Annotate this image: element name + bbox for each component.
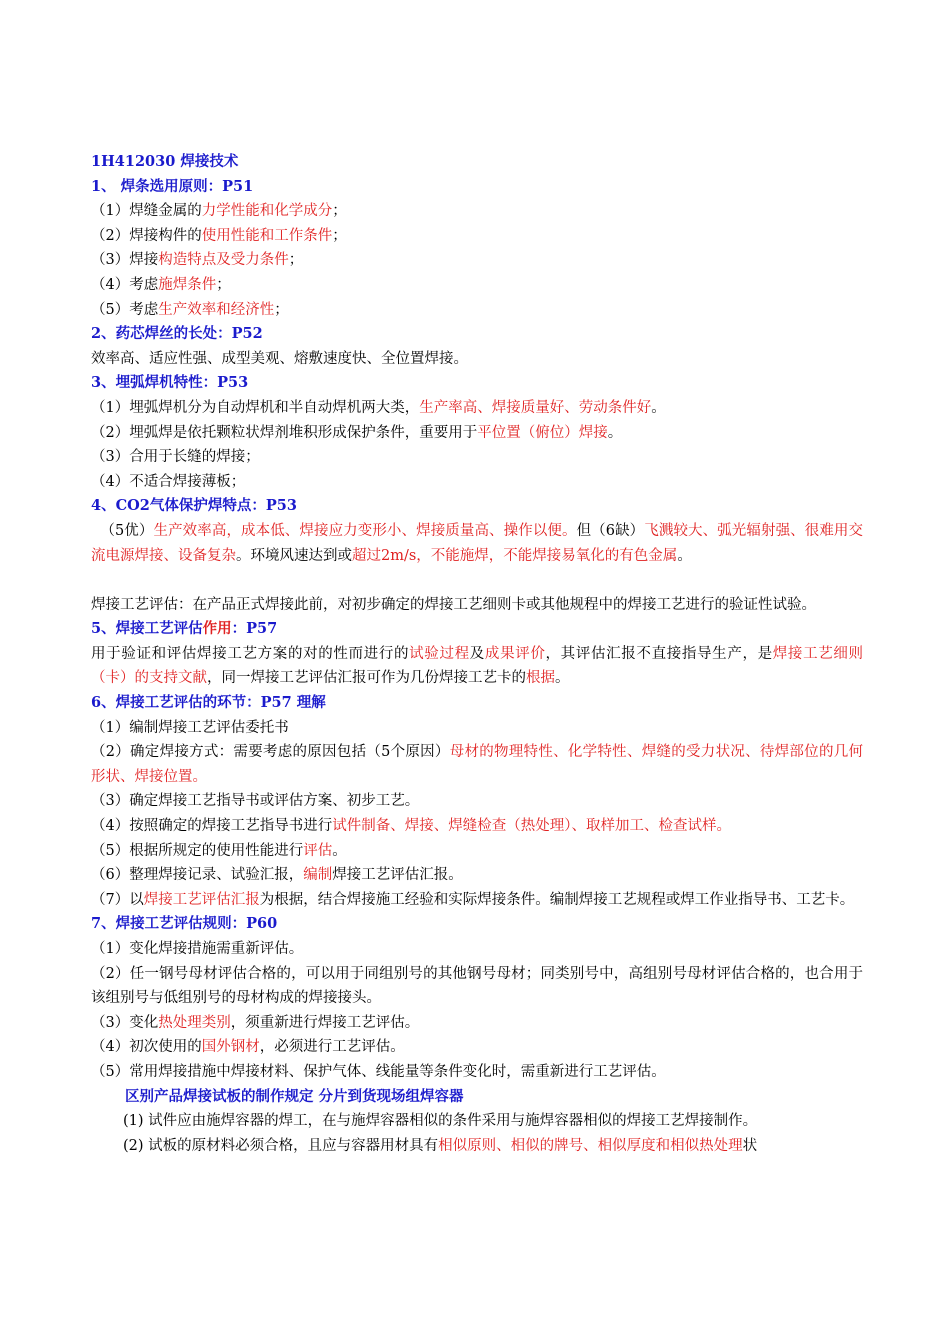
s5-paragraph: 用于验证和评估焊接工艺方案的对的性而进行的试验过程及成果评价，其评估汇报不直接指导生产，是焊接工艺细则（卡）的支持文献，同一焊接工艺评估汇报可作为几份焊接工艺卡的根据。 (91, 645, 864, 687)
s8-item-2: (2) 试板的原材料必须合格，且应与容器用材具有相似原则、相似的牌号、相似厚度和相似热处理状 (123, 1137, 758, 1154)
s3-item-3: （3）合用于长缝的焊接； (91, 449, 260, 466)
s3-item-4: （4）不适合焊接薄板； (91, 473, 246, 490)
blank-line (91, 568, 863, 593)
section-3-heading: 3、埋弧焊机特性：P53 (91, 374, 249, 392)
s1-item-3: （3）焊接构造特点及受力条件； (91, 252, 304, 269)
section-1-heading: 1、 焊条选用原则：P51 (91, 177, 254, 195)
s3-item-2: （2）埋弧焊是依托颗粒状焊剂堆积形成保护条件，重要用于平位置（俯位）焊接。 (91, 424, 623, 441)
s1-item-5: （5）考虑生产效率和经济性； (91, 301, 289, 318)
s1-item-2: （2）焊接构件的使用性能和工作条件； (91, 227, 347, 244)
s8-item-1: (1) 试件应由施焊容器的焊工，在与施焊容器相似的条件采用与施焊容器相似的焊接工艺焊接制作。 (123, 1113, 758, 1130)
s6-item-4: （4）按照确定的焊接工艺指导书进行试件制备、焊接、焊缝检查（热处理）、取样加工、检查试样。 (91, 818, 731, 835)
section-6-heading: 6、焊接工艺评估的环节：P57 理解 (91, 694, 326, 712)
section-2-heading: 2、药芯焊丝的长处：P52 (91, 325, 263, 343)
s7-item-4: （4）初次使用的国外钢材，必须进行工艺评估。 (91, 1039, 405, 1056)
s7-item-2: （2）任一钢号母材评估合格的，可以用于同组别号的其他钢号母材；同类别号中，高组别号母材评估合格的，也合用于该组别号与低组别号的母材构成的焊接接头。 (91, 965, 863, 1007)
s2-text: 效率高、适应性强、成型美观、熔敷速度快、全位置焊接。 (91, 350, 468, 367)
s1-item-1: （1）焊缝金属的力学性能和化学成分； (91, 203, 347, 220)
s4-paragraph: （5优）生产效率高，成本低、焊接应力变形小、焊接质量高、操作以便。但（6缺）飞溅较大、弧光辐射强、很难用交流电源焊接、设备复杂。环境风速达到或超过2m/s，不能施焊，不能焊接易氧化的有色金属。 (91, 522, 864, 564)
s6-item-2: （2）确定焊接方式：需要考虑的原因包括（5个原因）母材的物理特性、化学特性、焊缝的受力状况、待焊部位的几何形状、焊接位置。 (91, 744, 863, 785)
s3-item-1: （1）埋弧焊机分为自动焊机和半自动焊机两大类，生产率高、焊接质量好、劳动条件好。 (91, 399, 666, 416)
section-7-heading: 7、焊接工艺评估规则：P60 (91, 915, 278, 933)
definition-paragraph: 焊接工艺评估：在产品正式焊接此前，对初步确定的焊接工艺细则卡或其他规程中的焊接工艺进行的验证性试验。 (91, 596, 816, 613)
s6-item-1: （1）编制焊接工艺评估委托书 (91, 719, 289, 736)
s7-item-3: （3）变化热处理类别，须重新进行焊接工艺评估。 (91, 1014, 420, 1031)
document-page (91, 150, 863, 1158)
s7-item-5: （5）常用焊接措施中焊接材料、保护气体、线能量等条件变化时，需重新进行工艺评估。 (91, 1063, 666, 1080)
s7-item-1: （1）变化焊接措施需重新评估。 (91, 941, 304, 957)
section-4-heading: 4、CO2气体保护焊特点：P53 (91, 497, 297, 515)
section-5-heading: 5、焊接工艺评估作用：P57 (91, 620, 278, 638)
s6-item-5: （5）根据所规定的使用性能进行评估。 (91, 842, 347, 859)
s6-item-3: （3）确定焊接工艺指导书或评估方案、初步工艺。 (91, 793, 420, 810)
document-title: 1H412030 焊接技术 (91, 153, 239, 170)
s1-item-4: （4）考虑施焊条件； (91, 276, 231, 293)
s6-item-6: （6）整理焊接记录、试验汇报，编制焊接工艺评估汇报。 (91, 867, 463, 884)
section-8-heading: 区别产品焊接试板的制作规定 分片到货现场组焊容器 (125, 1087, 464, 1105)
s6-item-7: （7）以焊接工艺评估汇报为根据，结合焊接施工经验和实际焊接条件。编制焊接工艺规程或焊工作业指导书、工艺卡。 (91, 891, 855, 908)
